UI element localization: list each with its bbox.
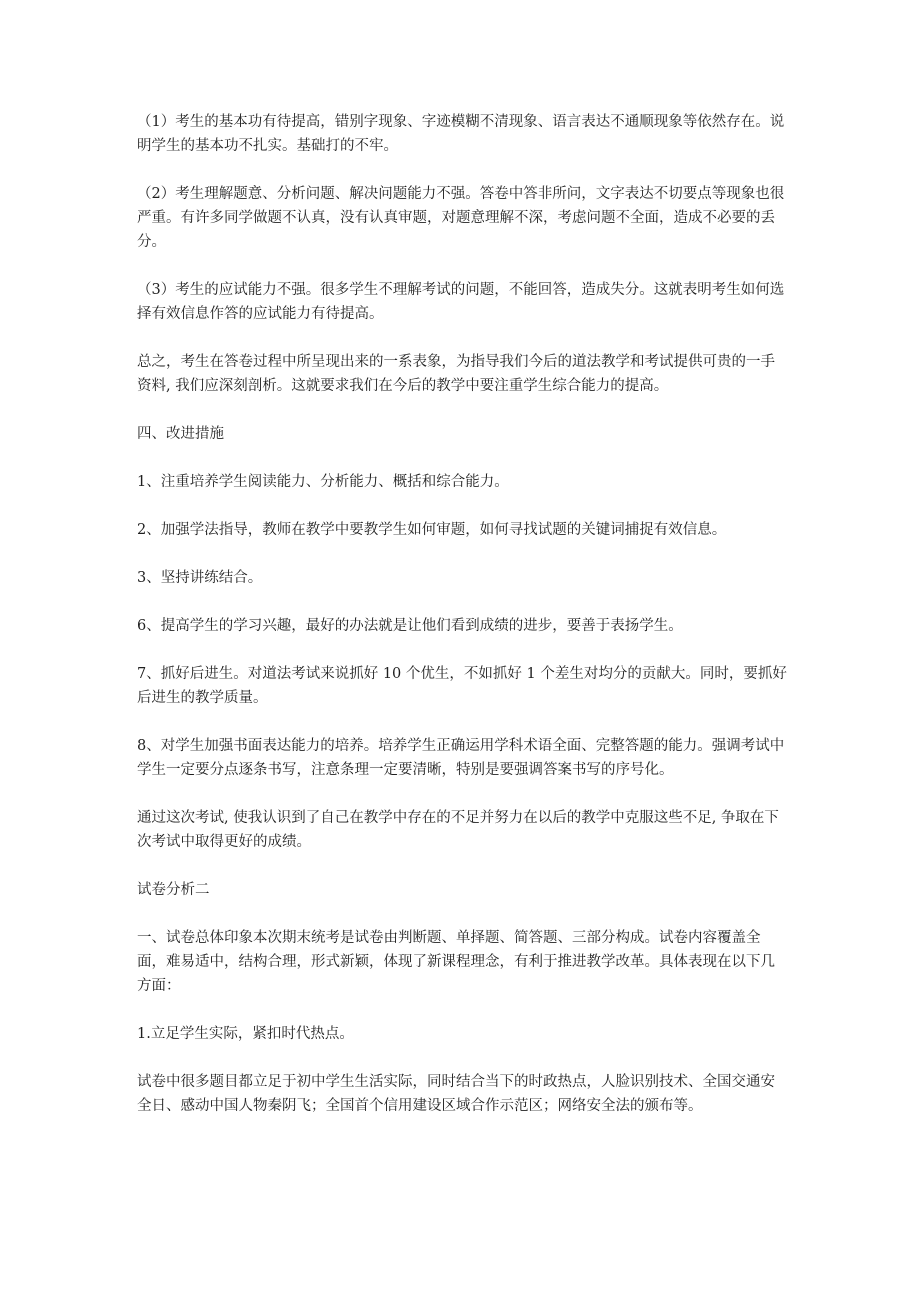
paragraph-conclusion: 通过这次考试, 使我认识到了自己在教学中存在的不足并努力在以后的教学中克服这些不足, 争取在下次考试中取得更好的成绩。	[137, 810, 779, 850]
measure-item-8: 8、对学生加强书面表达能力的培养。培养学生正确运用学科术语全面、完整答题的能力。强调考试中学生一定要分点逐条书写，注意条理一定要清晰，特别是要强调答案书写的序号化。	[137, 738, 785, 778]
paragraph-summary: 总之，考生在答卷过程中所呈现出来的一系表象，为指导我们今后的道法教学和考试提供可贵的一手资料, 我们应深刻剖析。这就要求我们在今后的教学中要注重学生综合能力的提高。	[137, 354, 775, 394]
document-body	[137, 110, 787, 1142]
paragraph-overall-impression: 一、试卷总体印象本次期末统考是试卷由判断题、单择题、简答题、三部分构成。试卷内容覆盖全面，难易适中，结构合理，形式新颖，体现了新课程理念，有利于推进教学改革。具体表现在以下几方面：	[137, 930, 775, 994]
section-heading-improvements: 四、改进措施	[137, 426, 224, 442]
paragraph-problem-3: （3）考生的应试能力不强。很多学生不理解考试的问题，不能回答，造成失分。这就表明考生如何选择有效信息作答的应试能力有待提高。	[137, 282, 785, 322]
measure-item-7: 7、抓好后进生。对道法考试来说抓好 10 个优生，不如抓好 1 个差生对均分的贡献大。同时，要抓好后进生的教学质量。	[137, 666, 787, 706]
measure-item-3: 3、坚持讲练结合。	[137, 570, 263, 586]
paragraph-hot-topics: 试卷中很多题目都立足于初中学生生活实际，同时结合当下的时政热点，人脸识别技术、全国交通安全日、感动中国人物秦阴飞；全国首个信用建设区域合作示范区；网络安全法的颁布等。	[137, 1074, 775, 1114]
paragraph-problem-2: （2）考生理解题意、分析问题、解决问题能力不强。答卷中答非所问，文字表达不切要点等现象也很严重。有许多同学做题不认真，没有认真审题，对题意理解不深，考虑问题不全面，造成不必要的丢分。	[137, 186, 785, 250]
section-title-analysis-two: 试卷分析二	[137, 882, 210, 898]
measure-item-1: 1、注重培养学生阅读能力、分析能力、概括和综合能力。	[137, 474, 509, 490]
paragraph-problem-1: （1）考生的基本功有待提高，错别字现象、字迹模糊不清现象、语言表达不通顺现象等依然存在。说明学生的基本功不扎实。基础打的不牢。	[137, 114, 785, 154]
subheading-point-1: 1.立足学生实际，紧扣时代热点。	[137, 1026, 354, 1042]
measure-item-6: 6、提高学生的学习兴趣，最好的办法就是让他们看到成绩的进步，要善于表扬学生。	[137, 618, 683, 634]
measure-item-2: 2、加强学法指导，教师在教学中要教学生如何审题，如何寻找试题的关键词捕捉有效信息。	[137, 522, 727, 538]
